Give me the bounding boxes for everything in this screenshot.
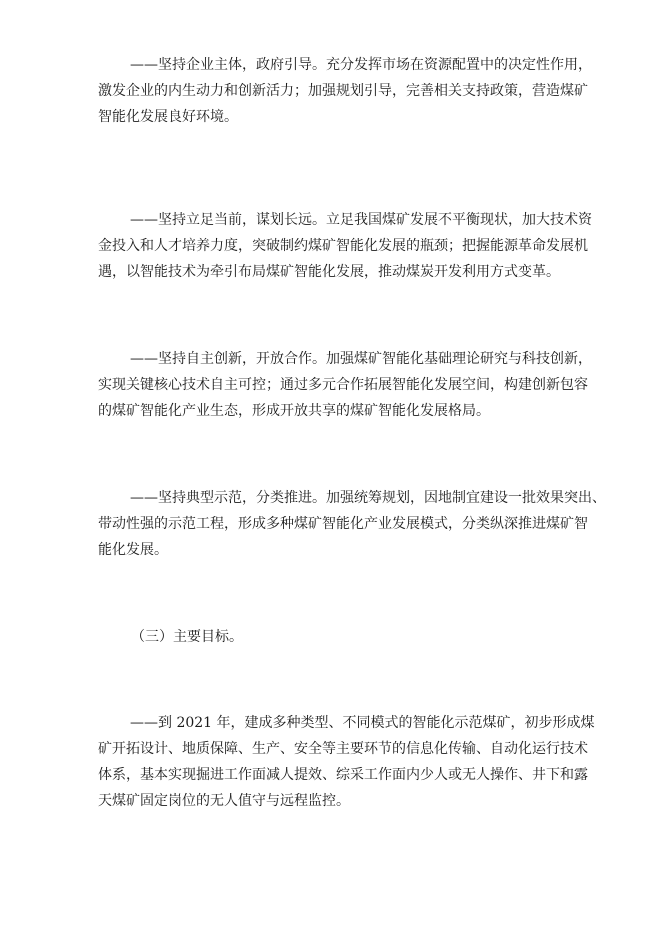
paragraph-line: 天煤矿固定岗位的无人值守与远程监控。 <box>98 793 350 809</box>
principle-paragraph-innovation <box>98 346 592 424</box>
goal-paragraph-2021 <box>98 710 595 814</box>
paragraph-line: 实现关键核心技术自主可控；通过多元合作拓展智能化发展空间，构建创新包容 <box>98 377 588 393</box>
principle-paragraph-demonstration <box>98 485 606 563</box>
principle-paragraph-enterprise <box>98 52 592 130</box>
paragraph-line: 带动性强的示范工程，形成多种煤矿智能化产业发展模式，分类纵深推进煤矿智 <box>98 516 588 532</box>
paragraph-line: 金投入和人才培养力度，突破制约煤矿智能化发展的瓶颈；把握能源革命发展机 <box>98 238 588 254</box>
paragraph-line: ——坚持立足当前，谋划长远。立足我国煤矿发展不平衡现状，加大技术资 <box>130 212 592 228</box>
paragraph-line: ——坚持自主创新，开放合作。加强煤矿智能化基础理论研究与科技创新， <box>130 351 592 367</box>
paragraph-line: ——到 2021 年，建成多种类型、不同模式的智能化示范煤矿，初步形成煤 <box>130 715 595 731</box>
paragraph-line: 的煤矿智能化产业生态，形成开放共享的煤矿智能化发展格局。 <box>98 403 490 419</box>
paragraph-line: 矿开拓设计、地质保障、生产、安全等主要环节的信息化传输、自动化运行技术 <box>98 741 588 757</box>
section-heading-main-goals: （三）主要目标。 <box>131 629 243 645</box>
paragraph-line: ——坚持典型示范，分类推进。加强统筹规划，因地制宜建设一批效果突出、 <box>130 490 606 506</box>
paragraph-line: 能化发展。 <box>98 542 168 558</box>
paragraph-line: 遇，以智能技术为牵引布局煤矿智能化发展，推动煤炭开发利用方式变革。 <box>98 264 560 280</box>
paragraph-line: 激发企业的内生动力和创新活力；加强规划引导，完善相关支持政策，营造煤矿 <box>98 83 588 99</box>
paragraph-line: 体系，基本实现掘进工作面减人提效、综采工作面内少人或无人操作、井下和露 <box>98 767 588 783</box>
paragraph-line: 智能化发展良好环境。 <box>98 109 238 125</box>
principle-paragraph-longterm <box>98 207 592 285</box>
paragraph-line: ——坚持企业主体，政府引导。充分发挥市场在资源配置中的决定性作用， <box>130 57 592 73</box>
